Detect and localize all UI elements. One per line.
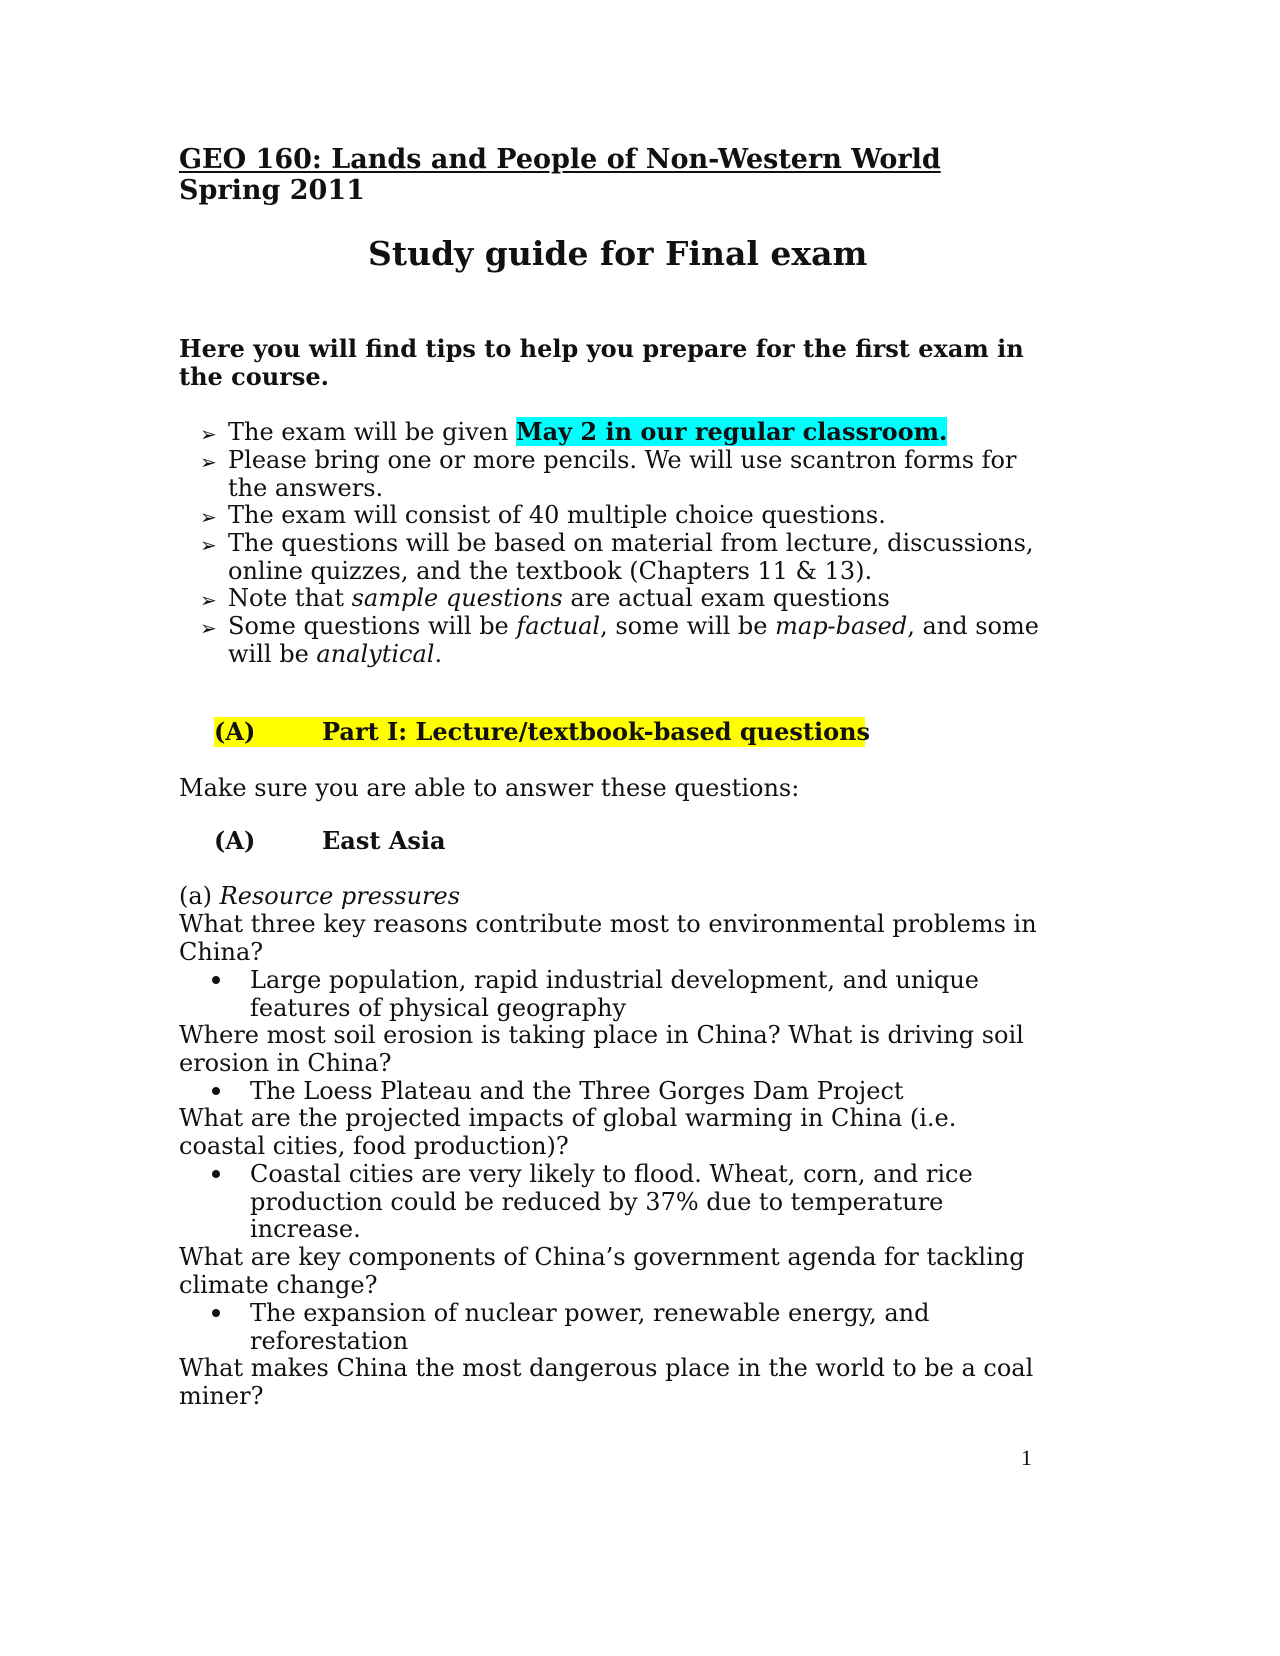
- course-title: GEO 160: Lands and People of Non-Western World: [179, 144, 941, 175]
- tip-emphasis: sample questions: [351, 584, 563, 612]
- bullet-dot-icon: [212, 1087, 220, 1095]
- answer-line: production could be reduced by 37% due to temperature: [250, 1188, 944, 1216]
- answer-line: Large population, rapid industrial development, and unique: [250, 966, 980, 994]
- section-heading-label: East Asia: [322, 826, 446, 855]
- tip-material-line-1: The questions will be based on material from lecture, discussions,: [228, 529, 1034, 557]
- question-line: erosion in China?: [179, 1049, 392, 1077]
- arrow-bullet-icon: ➢: [200, 505, 217, 529]
- question-line: What are the projected impacts of global warming in China (i.e.: [179, 1104, 957, 1132]
- arrow-bullet-icon: ➢: [200, 422, 217, 446]
- tip-emphasis: analytical: [316, 640, 435, 668]
- subsection-prefix: (a): [179, 882, 220, 910]
- question-line: Where most soil erosion is taking place in China? What is driving soil: [179, 1021, 1024, 1049]
- page-title: Study guide for Final exam: [368, 234, 868, 273]
- tip-text: .: [434, 640, 443, 668]
- answer-line: increase.: [250, 1215, 361, 1243]
- tip-material-line-2: online quizzes, and the textbook (Chapters 11 & 13).: [228, 557, 873, 585]
- tip-text: Some questions will be: [228, 612, 517, 640]
- arrow-bullet-icon: ➢: [200, 616, 217, 640]
- section-heading-letter: (A): [214, 826, 256, 855]
- bullet-dot-icon: [212, 976, 220, 984]
- page-number: 1: [1021, 1445, 1032, 1470]
- intro-line-2: the course.: [179, 362, 330, 391]
- tip-question-types-line-2: [228, 642, 442, 666]
- tip-emphasis: factual: [516, 612, 601, 640]
- tip-question-types-line-1: [228, 614, 1039, 638]
- tip-question-count: The exam will consist of 40 multiple choice questions.: [228, 501, 886, 529]
- question-line: climate change?: [179, 1271, 378, 1299]
- instruction-text: Make sure you are able to answer these questions:: [179, 774, 800, 802]
- highlighted-date: May 2 in our regular classroom.: [516, 417, 948, 446]
- subsection-heading: [179, 884, 460, 908]
- tip-pencils-line-2: the answers.: [228, 474, 384, 502]
- part-heading-label: Part I: Lecture/textbook-based questions: [322, 717, 871, 746]
- bullet-dot-icon: [212, 1309, 220, 1317]
- subsection-label: Resource pressures: [219, 882, 461, 910]
- arrow-bullet-icon: ➢: [200, 533, 217, 557]
- tip-sample-questions: [228, 586, 890, 610]
- answer-line: features of physical geography: [250, 994, 627, 1022]
- question-line: coastal cities, food production)?: [179, 1132, 569, 1160]
- tip-exam-date: [228, 417, 948, 446]
- tip-text: Note that: [228, 584, 352, 612]
- answer-line: Coastal cities are very likely to flood. Wheat, corn, and rice: [250, 1160, 973, 1188]
- question-line: miner?: [179, 1382, 264, 1410]
- tip-text: The exam will be given: [228, 418, 517, 446]
- answer-line: The expansion of nuclear power, renewable energy, and: [250, 1299, 930, 1327]
- tip-text: , and some: [907, 612, 1039, 640]
- question-line: China?: [179, 938, 264, 966]
- tip-pencils-line-1: Please bring one or more pencils. We will use scantron forms for: [228, 446, 1017, 474]
- tip-emphasis: map-based: [775, 612, 908, 640]
- intro-line-1: Here you will find tips to help you prepare for the first exam in: [179, 334, 1024, 363]
- question-line: What three key reasons contribute most to environmental problems in: [179, 910, 1037, 938]
- arrow-bullet-icon: ➢: [200, 450, 217, 474]
- course-term: Spring 2011: [179, 175, 365, 206]
- question-line: What are key components of China’s government agenda for tackling: [179, 1243, 1025, 1271]
- answer-line: reforestation: [250, 1327, 409, 1355]
- arrow-bullet-icon: ➢: [200, 588, 217, 612]
- bullet-dot-icon: [212, 1170, 220, 1178]
- part-heading-letter: (A): [214, 717, 256, 746]
- answer-line: The Loess Plateau and the Three Gorges Dam Project: [250, 1077, 904, 1105]
- tip-text: are actual exam questions: [562, 584, 890, 612]
- tip-text: , some will be: [600, 612, 776, 640]
- question-line: What makes China the most dangerous place in the world to be a coal: [179, 1354, 1034, 1382]
- tip-text: will be: [228, 640, 317, 668]
